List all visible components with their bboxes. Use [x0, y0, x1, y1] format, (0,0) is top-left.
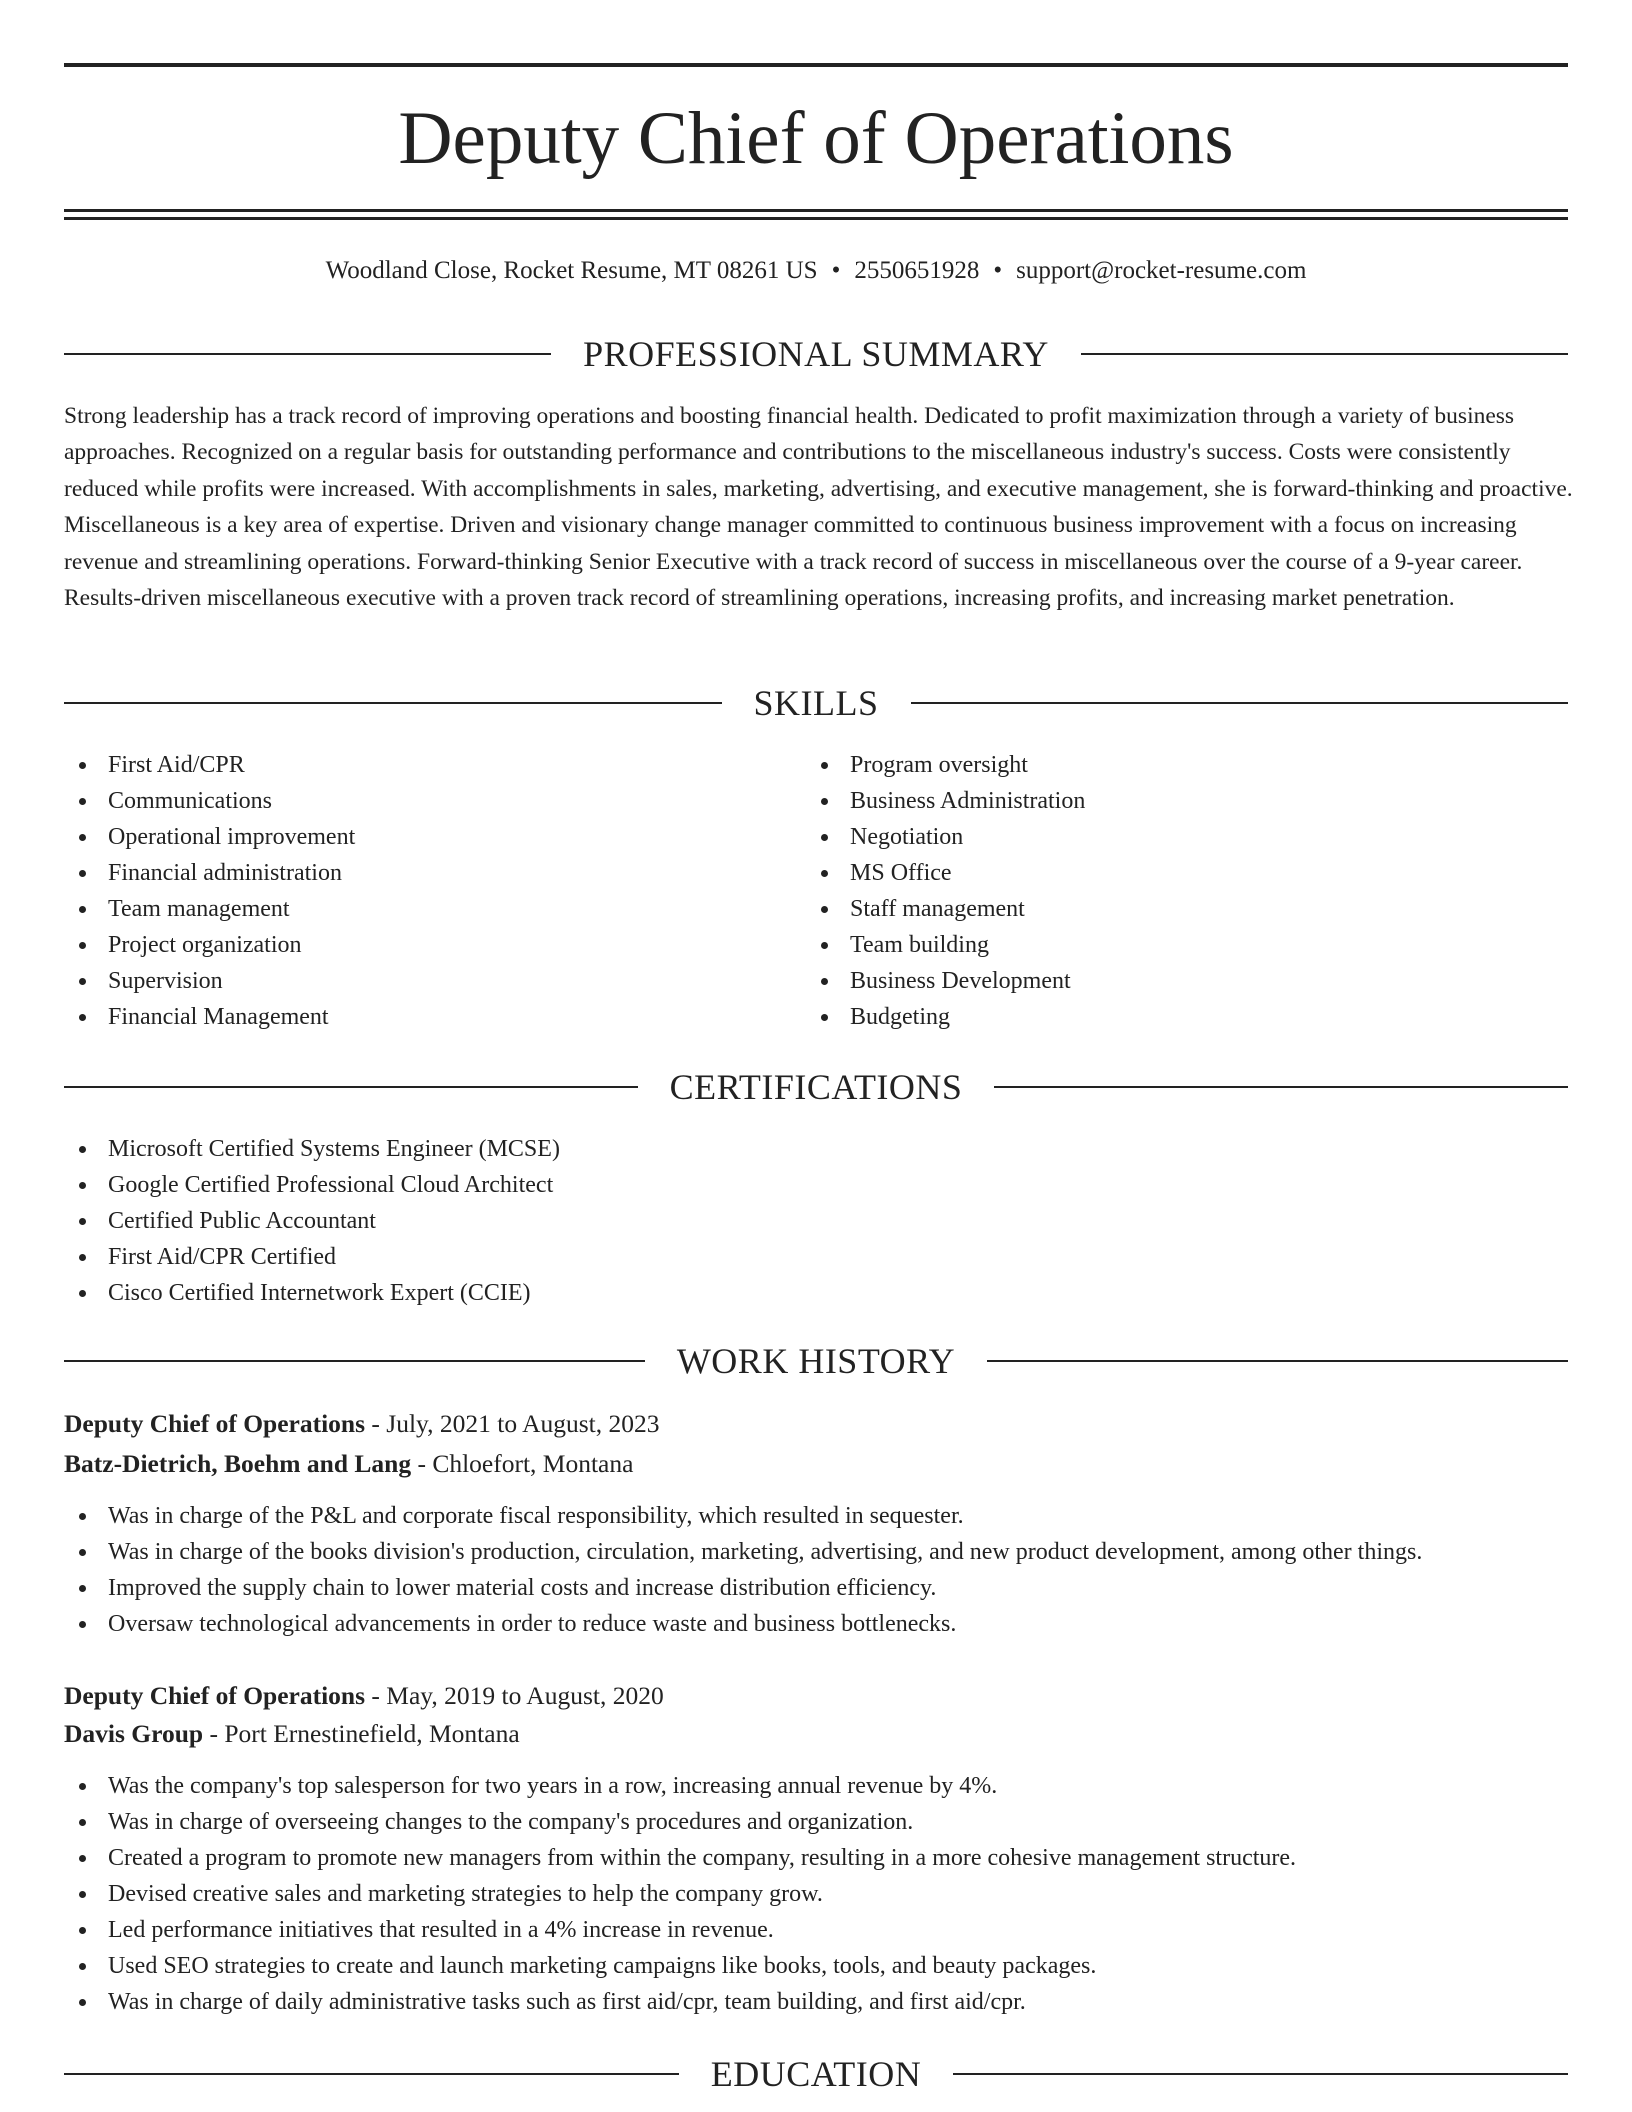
job-company: Davis Group: [64, 1719, 204, 1748]
certification-item: Microsoft Certified Systems Engineer (MCSE): [64, 1131, 560, 1167]
heading-rule: [64, 353, 551, 355]
job-company-line: [64, 1716, 520, 1752]
section-heading-skills: [64, 681, 1568, 725]
skill-item: Team management: [64, 891, 355, 927]
job-bullet: Was the company's top salesperson for two years in a row, increasing annual revenue by 4%.: [64, 1768, 1296, 1804]
job-title: Deputy Chief of Operations: [64, 1409, 366, 1438]
skill-item: Program oversight: [806, 747, 1085, 783]
skill-item: Negotiation: [806, 819, 1085, 855]
section-heading-summary: [64, 332, 1568, 376]
summary-text: Strong leadership has a track record of improving operations and boosting financial health. Dedicated to profit maximization through a variety of business approaches. Recognized on a regular basis for outstanding performance and contributions to the miscellaneous industry's success. Costs were consistently reduced while profits were increased. With accomplishments in sales, marketing, advertising, and executive management, she is forward-thinking and proactive. Miscellaneous is a key area of expertise. Driven and visionary change manager committed to continuous business improvement with a focus on increasing revenue and streamlining operations. Forward-thinking Senior Executive with a track record of success in miscellaneous over the course of a 9-year career. Results-driven miscellaneous executive with a proven track record of streamlining operations, increasing profits, and increasing market penetration.: [64, 403, 1573, 612]
contact-line: [0, 255, 1632, 287]
skill-item: Staff management: [806, 891, 1085, 927]
heading-rule: [953, 2073, 1568, 2075]
skill-item: First Aid/CPR: [64, 747, 355, 783]
certification-item: Certified Public Accountant: [64, 1203, 560, 1239]
job-title-line: [64, 1678, 664, 1714]
skill-item: Supervision: [64, 963, 355, 999]
certification-item: Cisco Certified Internetwork Expert (CCIE): [64, 1275, 560, 1311]
section-heading-work-history: [64, 1339, 1568, 1383]
section-heading-education: [64, 2052, 1568, 2096]
section-title: CERTIFICATIONS: [669, 1067, 963, 1107]
job-dates: - July, 2021 to August, 2023: [365, 1409, 660, 1438]
skill-item: Communications: [64, 783, 355, 819]
page-title: Deputy Chief of Operations: [398, 97, 1234, 180]
job-location: - Chloefort, Montana: [411, 1449, 634, 1478]
job-company: Batz-Dietrich, Boehm and Lang: [64, 1449, 412, 1478]
contact-separator: •: [993, 257, 1003, 284]
heading-rule: [987, 1360, 1568, 1362]
heading-rule: [911, 702, 1569, 704]
skills-list-left: [64, 747, 355, 1035]
job-bullet: Was in charge of the books division's production, circulation, marketing, advertising, and new product development, among other things.: [64, 1534, 1422, 1570]
job-bullet: Devised creative sales and marketing strategies to help the company grow.: [64, 1876, 1296, 1912]
job-bullet: Created a program to promote new managers from within the company, resulting in a more cohesive management structure.: [64, 1840, 1296, 1876]
skill-item: Financial administration: [64, 855, 355, 891]
job-bullet: Was in charge of daily administrative tasks such as first aid/cpr, team building, and first aid/cpr.: [64, 1984, 1296, 2020]
job-bullets: [64, 1498, 1422, 1642]
job-title-line: [64, 1406, 660, 1442]
heading-rule: [1081, 353, 1568, 355]
heading-rule: [64, 2073, 679, 2075]
heading-rule: [64, 1086, 638, 1088]
skill-item: Business Administration: [806, 783, 1085, 819]
skill-item: Team building: [806, 927, 1085, 963]
contact-address: Woodland Close, Rocket Resume, MT 08261 US: [325, 257, 818, 284]
job-title: Deputy Chief of Operations: [64, 1681, 366, 1710]
skill-item: Budgeting: [806, 999, 1085, 1035]
contact-email: support@rocket-resume.com: [1016, 257, 1307, 284]
skill-item: MS Office: [806, 855, 1085, 891]
section-title: WORK HISTORY: [676, 1341, 956, 1381]
heading-rule: [994, 1086, 1568, 1088]
contact-separator: •: [831, 257, 841, 284]
section-title: PROFESSIONAL SUMMARY: [583, 334, 1049, 374]
heading-rule: [64, 702, 722, 704]
job-location: - Port Ernestinefield, Montana: [203, 1719, 520, 1748]
skills-list-right: [806, 747, 1085, 1035]
job-bullet: Was in charge of overseeing changes to the company's procedures and organization.: [64, 1804, 1296, 1840]
certifications-list: [64, 1131, 560, 1311]
skill-item: Financial Management: [64, 999, 355, 1035]
job-bullet: Led performance initiatives that resulted in a 4% increase in revenue.: [64, 1912, 1296, 1948]
section-heading-certifications: [64, 1065, 1568, 1109]
job-bullet: Used SEO strategies to create and launch marketing campaigns like books, tools, and beauty packages.: [64, 1948, 1296, 1984]
header-bottom-rule-double: [64, 217, 1568, 220]
job-dates: - May, 2019 to August, 2020: [365, 1681, 664, 1710]
job-bullets: [64, 1768, 1296, 2020]
section-title: EDUCATION: [710, 2054, 922, 2094]
skill-item: Operational improvement: [64, 819, 355, 855]
job-bullet: Oversaw technological advancements in order to reduce waste and business bottlenecks.: [64, 1606, 1422, 1642]
job-company-line: [64, 1446, 633, 1482]
skill-item: Project organization: [64, 927, 355, 963]
section-title: SKILLS: [753, 683, 879, 723]
header-bottom-rule: [64, 209, 1568, 212]
contact-phone: 2550651928: [854, 257, 980, 284]
certification-item: Google Certified Professional Cloud Architect: [64, 1167, 560, 1203]
heading-rule: [64, 1360, 645, 1362]
job-bullet: Was in charge of the P&L and corporate fiscal responsibility, which resulted in sequester.: [64, 1498, 1422, 1534]
certification-item: First Aid/CPR Certified: [64, 1239, 560, 1275]
header-top-rule: [64, 63, 1568, 67]
job-bullet: Improved the supply chain to lower material costs and increase distribution efficiency.: [64, 1570, 1422, 1606]
skill-item: Business Development: [806, 963, 1085, 999]
